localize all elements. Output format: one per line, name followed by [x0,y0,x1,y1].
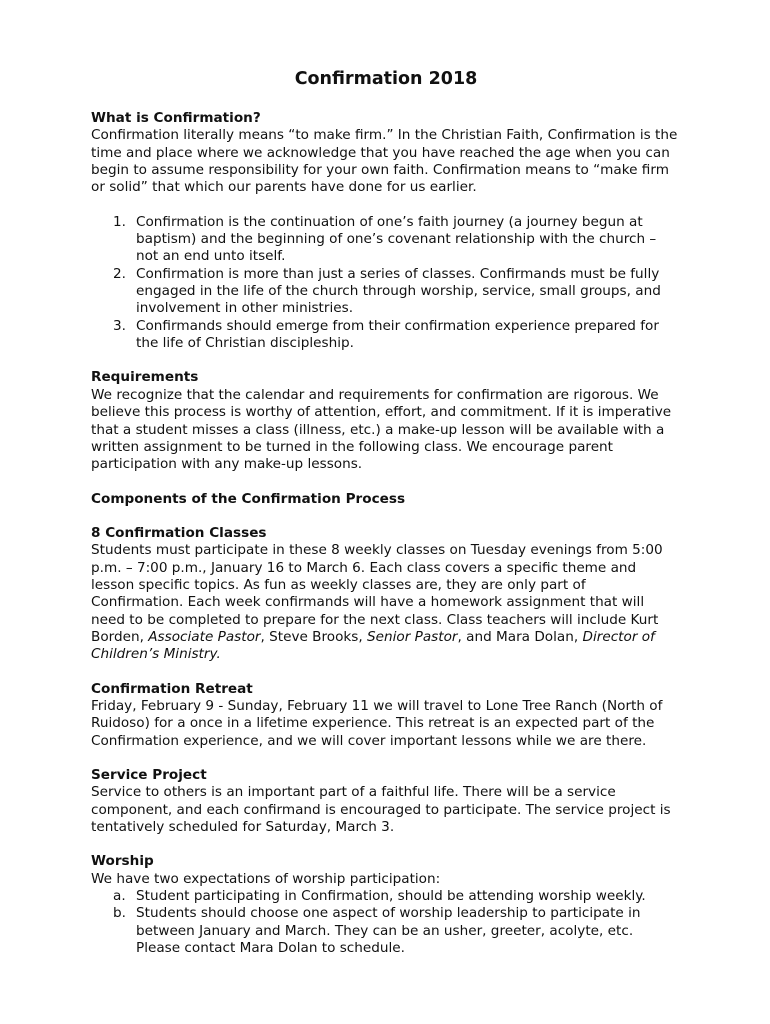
classes-section [91,525,681,664]
list-item-number: 3. [113,317,126,334]
role-senior-pastor: Senior Pastor [367,628,458,645]
worship-intro: We have two expectations of worship participation: [91,870,441,887]
list-item-text: Confirmation is more than just a series of classes. Confirmands must be fully engaged in the life of the church through worship, service, small groups, and involvement in other ministries. [136,265,661,317]
document-title: Confirmation 2018 [294,69,478,89]
service-section [91,767,681,836]
list-item-letter: a. [113,888,126,905]
components-section [91,491,681,508]
service-body: Service to others is an important part of a faithful life. There will be a service component, and each confirmand is encouraged to participate. The service project is tentatively scheduled for Saturday, March 3. [91,784,671,836]
what-is-confirmation-section [91,110,681,197]
list-item [91,905,681,957]
worship-heading: Worship [91,853,154,870]
classes-separator: , and Mara Dolan, [457,628,583,645]
requirements-body: We recognize that the calendar and requirements for confirmation are rigorous. We believe this process is worthy of attention, effort, and commitment. If it is imperative that a student misses a class (illness, etc.) a make-up lesson will be available with a written assignment to be turned in the following class. We encourage parent participation with any make-up lessons. [91,386,672,473]
what-is-confirmation-heading: What is Confirmation? [91,110,261,126]
components-heading: Components of the Confirmation Process [91,490,406,507]
list-item [91,318,681,353]
retreat-section [91,681,681,750]
worship-section [91,853,681,957]
list-item-number: 2. [113,265,126,282]
classes-separator: , Steve Brooks, [260,628,368,645]
list-item [91,266,681,318]
document-page [91,68,681,974]
list-item [91,214,681,266]
classes-heading: 8 Confirmation Classes [91,524,267,541]
role-childrens-director: Director of Children’s Ministry. [91,628,655,663]
list-item-text: Confirmation is the continuation of one’s faith journey (a journey begun at baptism) and the beginning of one’s covenant relationship with the church – not an end unto itself. [136,213,657,265]
worship-expectations-list [91,888,681,957]
service-heading: Service Project [91,767,207,783]
retreat-heading: Confirmation Retreat [91,680,253,697]
confirmation-points-list [91,214,681,353]
list-item-text: Students should choose one aspect of worship leadership to participate in between January and March. They can be an usher, greeter, acolyte, etc. Please contact Mara Dolan to schedule. [136,905,641,957]
retreat-body: Friday, February 9 - Sunday, February 11 we will travel to Lone Tree Ranch (North of Ruidoso) for a once in a lifetime experience. This retreat is an expected part of the Confirmation experience, and we will cover important lessons while we are there. [91,697,663,749]
requirements-heading: Requirements [91,369,199,386]
requirements-section [91,369,681,473]
what-is-confirmation-body: Confirmation literally means “to make firm.” In the Christian Faith, Confirmation is the time and place where we acknowledge that you have reached the age when you can begin to assume responsibility for your own faith. Confirmation means to “make firm or solid” that which our parents have done for us earlier. [91,127,678,196]
list-item-text: Student participating in Confirmation, should be attending worship weekly. [136,888,646,905]
list-item-text: Confirmands should emerge from their confirmation experience prepared for the life of Christian discipleship. [136,317,659,352]
list-item [91,888,681,905]
role-associate-pastor: Associate Pastor [148,628,261,645]
classes-body-text: Students must participate in these 8 weekly classes on Tuesday evenings from 5:00 p.m. – 7:00 p.m., January 16 to March 6. Each class covers a specific theme and lesson specific topics. As fun as weekly classes are, they are only part of Confirmation. Each week confirmands will have a homework assignment that will need to be completed to prepare for the next class. Class teachers will include Kurt Borden, [91,542,663,645]
list-item-number: 1. [113,213,126,230]
list-item-letter: b. [113,905,126,922]
classes-body [91,542,681,663]
